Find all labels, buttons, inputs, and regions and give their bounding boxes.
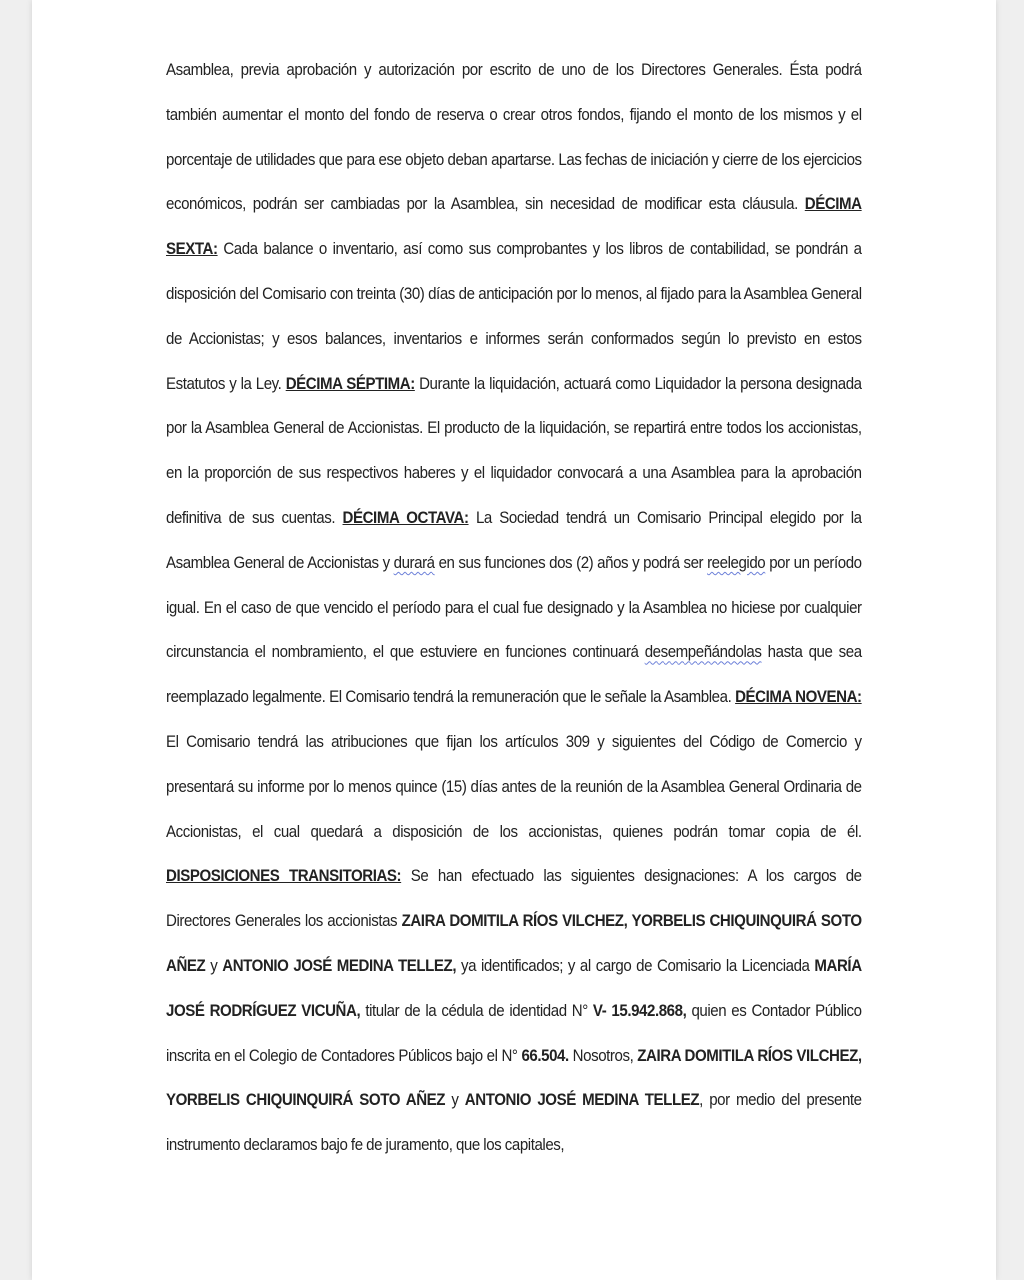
paragraph (166, 48, 862, 1168)
text-run: Se han efectuado las siguientes designaciones: A los cargos de Directores Generales los accionistas (166, 867, 862, 931)
bold-names: ZAIRA DOMITILA RÍOS VILCHEZ, YORBELIS CHIQUINQUIRÁ SOTO AÑEZ (166, 1046, 862, 1110)
text-run: titular de la cédula de identidad N° (360, 1001, 593, 1020)
text-run: en sus funciones dos (2) años y podrá ser (434, 553, 708, 572)
document-body (166, 48, 862, 1168)
clause-heading-decima-octava: DÉCIMA OCTAVA: (342, 508, 469, 527)
clause-heading-decima-septima: DÉCIMA SÉPTIMA: (285, 374, 415, 393)
text-run: ya identificados; y al cargo de Comisario la Licenciada (456, 956, 815, 975)
bold-name: ANTONIO JOSÉ MEDINA TELLEZ, (222, 956, 457, 975)
text-run: hasta que sea reemplazado legalmente. El Comisario tendrá la remuneración que le señale la Asamblea. (166, 643, 862, 707)
bold-names: ZAIRA DOMITILA RÍOS VILCHEZ, YORBELIS CHIQUINQUIRÁ SOTO AÑEZ (166, 912, 862, 975)
text-run: El Comisario tendrá las atribuciones que fijan los artículos 309 y siguientes del Código de Comercio y presentará su informe por lo menos quince (15) días antes de la reunión de la Asamblea General Ordinaria de Accionistas, el cual quedará a disposición de los accionistas, quienes podrán tomar copia de él. (166, 732, 862, 841)
text-run: Nosotros, (568, 1046, 638, 1065)
text-run: y (205, 956, 223, 975)
text-run: quien es Contador Público inscrita en el Colegio de Contadores Públicos bajo el N° (166, 1001, 862, 1065)
text-run: Durante la liquidación, actuará como Liquidador la persona designada por la Asamblea General de Accionistas. El producto de la liquidación, se repartirá entre todos los accionistas, en la proporción de sus respectivos haberes y el liquidador convocará a una Asamblea para la aprobación definitiva de sus cuentas. (166, 374, 862, 527)
bold-name: ANTONIO JOSÉ MEDINA TELLEZ (464, 1091, 700, 1110)
clause-heading-disposiciones-transitorias: DISPOSICIONES TRANSITORIAS: (166, 867, 402, 886)
bold-name: MARÍA JOSÉ RODRÍGUEZ VICUÑA, (166, 956, 862, 1020)
text-run: , por medio del presente instrumento declaramos bajo fe de juramento, que los capitales, (166, 1091, 862, 1155)
clause-heading-decima-novena: DÉCIMA NOVENA: (735, 688, 862, 707)
spellcheck-word[interactable]: durará (393, 553, 435, 572)
text-run: La Sociedad tendrá un Comisario Principal elegido por la Asamblea General de Accionistas y (166, 508, 862, 572)
clause-heading-decima-sexta: DÉCIMA SEXTA: (166, 195, 862, 259)
spellcheck-word[interactable]: desempeñándolas (644, 643, 762, 662)
text-run: y (445, 1091, 465, 1110)
text-run: Cada balance o inventario, así como sus comprobantes y los libros de contabilidad, se pondrán a disposición del Comisario con treinta (30) días de anticipación por lo menos, al fijado para la Asamblea General de Accionistas; y esos balances, inventarios e informes serán conformados según lo previsto en estos Estatutos y la Ley. (166, 240, 862, 393)
registry-number: 66.504. (521, 1046, 569, 1065)
id-number: V- 15.942.868, (592, 1001, 687, 1020)
document-page (32, 0, 996, 1280)
text-run: Asamblea, previa aprobación y autorización por escrito de uno de los Directores Generales. Ésta podrá también aumentar el monto del fondo de reserva o crear otros fondos, fijando el monto de los mismos y el porcentaje de utilidades que para ese objeto deban apartarse. Las fechas de iniciación y cierre de los ejercicios económicos, podrán ser cambiadas por la Asamblea, sin necesidad de modificar esta cláusula. (166, 61, 862, 214)
text-run: por un período igual. En el caso de que vencido el período para el cual fue designado y la Asamblea no hiciese por cualquier circunstancia el nombramiento, el que estuviere en funciones continuará (166, 553, 862, 662)
spellcheck-word[interactable]: reelegido (707, 553, 766, 572)
